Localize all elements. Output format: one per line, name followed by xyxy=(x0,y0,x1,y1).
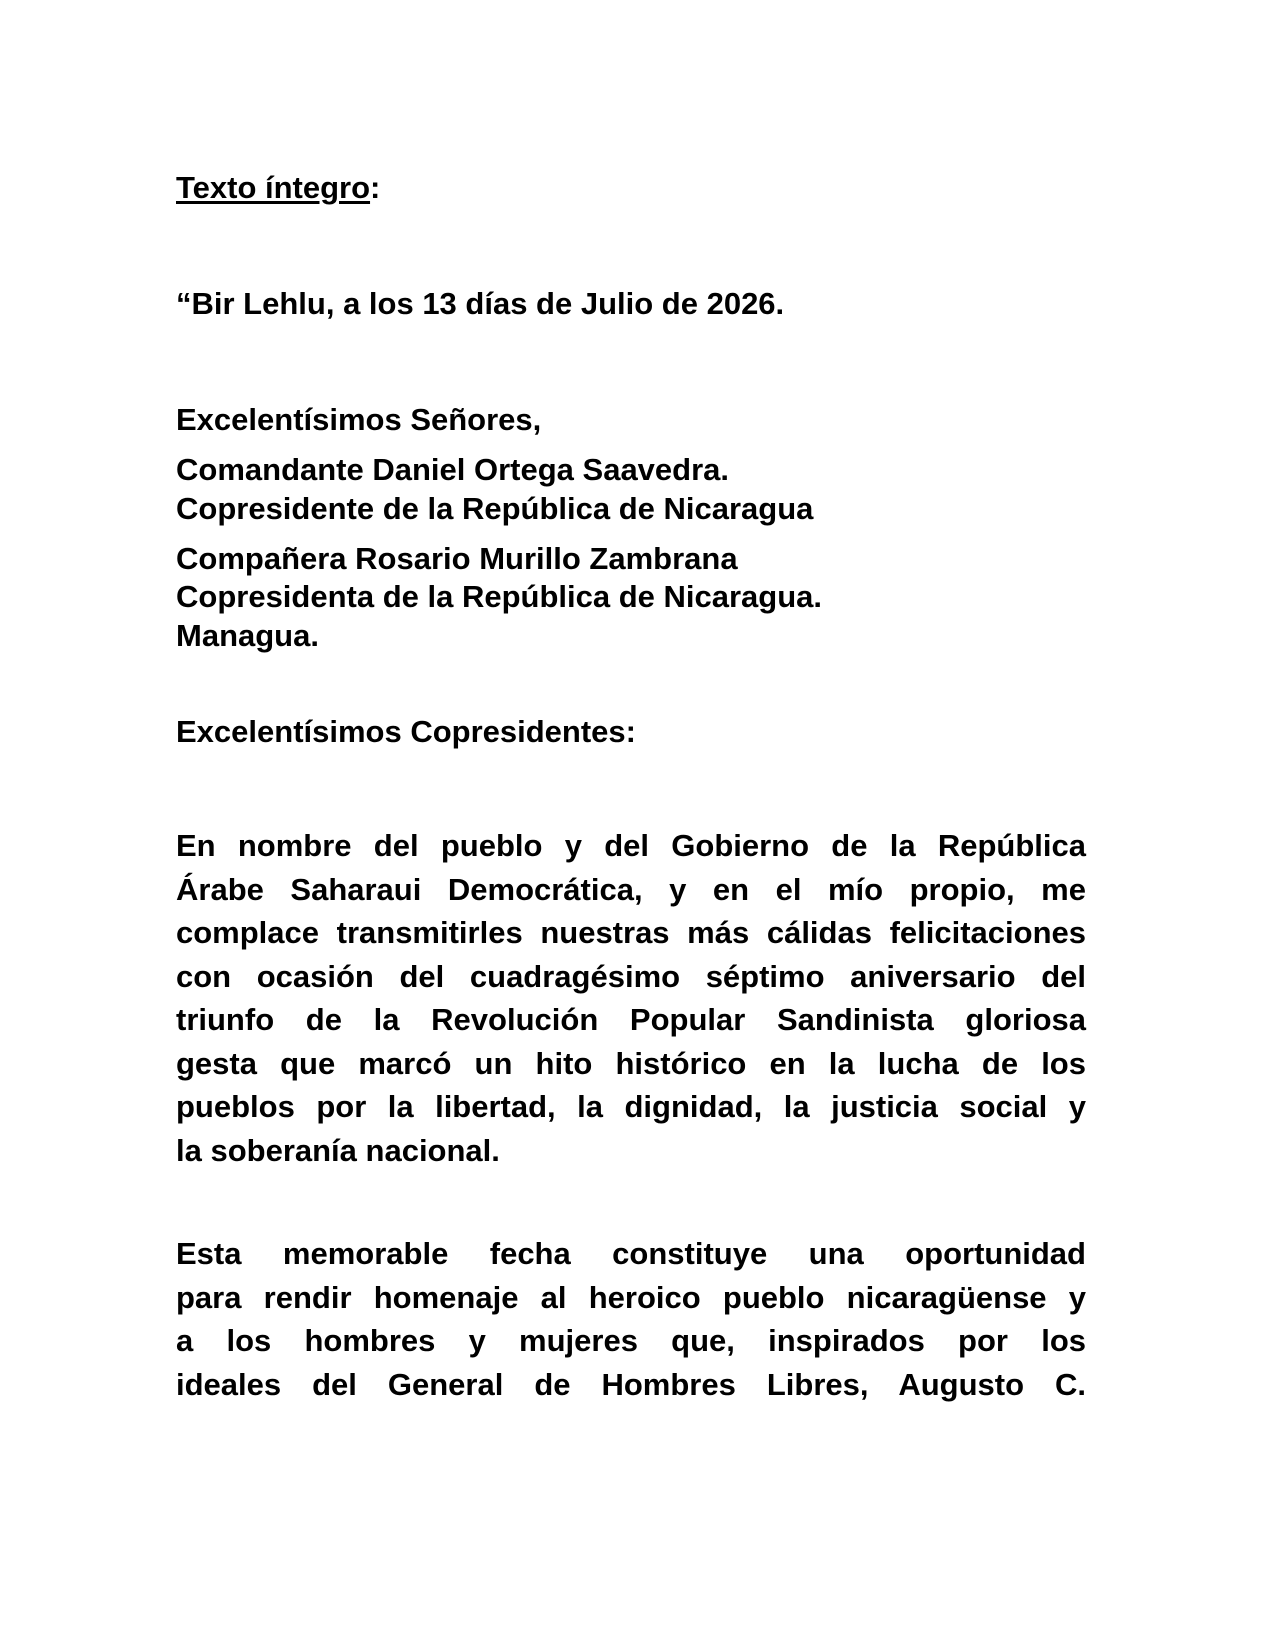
recipient-1-name: Comandante Daniel Ortega Saavedra. xyxy=(176,452,730,487)
recipient-2-name: Compañera Rosario Murillo Zambrana xyxy=(176,541,738,576)
paragraph-line: con ocasión del cuadragésimo séptimo aniversario del xyxy=(176,958,1086,994)
paragraph-line: ideales del General de Hombres Libres, Augusto C. xyxy=(176,1366,1086,1402)
paragraph-1 xyxy=(176,824,1086,1172)
heading xyxy=(176,170,380,206)
paragraph-line: la soberanía nacional. xyxy=(176,1132,500,1168)
paragraph-line: pueblos por la libertad, la dignidad, la justicia social y xyxy=(176,1089,1086,1124)
recipient-city: Managua. xyxy=(176,618,319,653)
paragraph-2 xyxy=(176,1232,1086,1406)
greeting: Excelentísimos Copresidentes: xyxy=(176,714,636,749)
heading-colon: : xyxy=(370,170,381,205)
paragraph-line: En nombre del pueblo y del Gobierno de la República xyxy=(176,828,1086,863)
heading-label: Texto íntegro xyxy=(176,170,371,205)
recipient-2-title: Copresidenta de la República de Nicaragua. xyxy=(176,579,823,614)
salutation-top: Excelentísimos Señores, xyxy=(176,402,542,437)
paragraph-line: a los hombres y mujeres que, inspirados por los xyxy=(176,1323,1086,1358)
paragraph-line: triunfo de la Revolución Popular Sandinista gloriosa xyxy=(176,1002,1086,1037)
paragraph-line: Árabe Saharaui Democrática, y en el mío propio, me xyxy=(176,871,1086,907)
paragraph-line: gesta que marcó un hito histórico en la lucha de los xyxy=(176,1045,1086,1081)
paragraph-line: para rendir homenaje al heroico pueblo nicaragüense y xyxy=(176,1279,1086,1315)
paragraph-line: Esta memorable fecha constituye una oportunidad xyxy=(176,1236,1086,1271)
dateline: “Bir Lehlu, a los 13 días de Julio de 2026. xyxy=(176,286,785,321)
paragraph-line: complace transmitirles nuestras más cálidas felicitaciones xyxy=(176,915,1086,950)
recipient-1-title: Copresidente de la República de Nicaragua xyxy=(176,491,814,526)
